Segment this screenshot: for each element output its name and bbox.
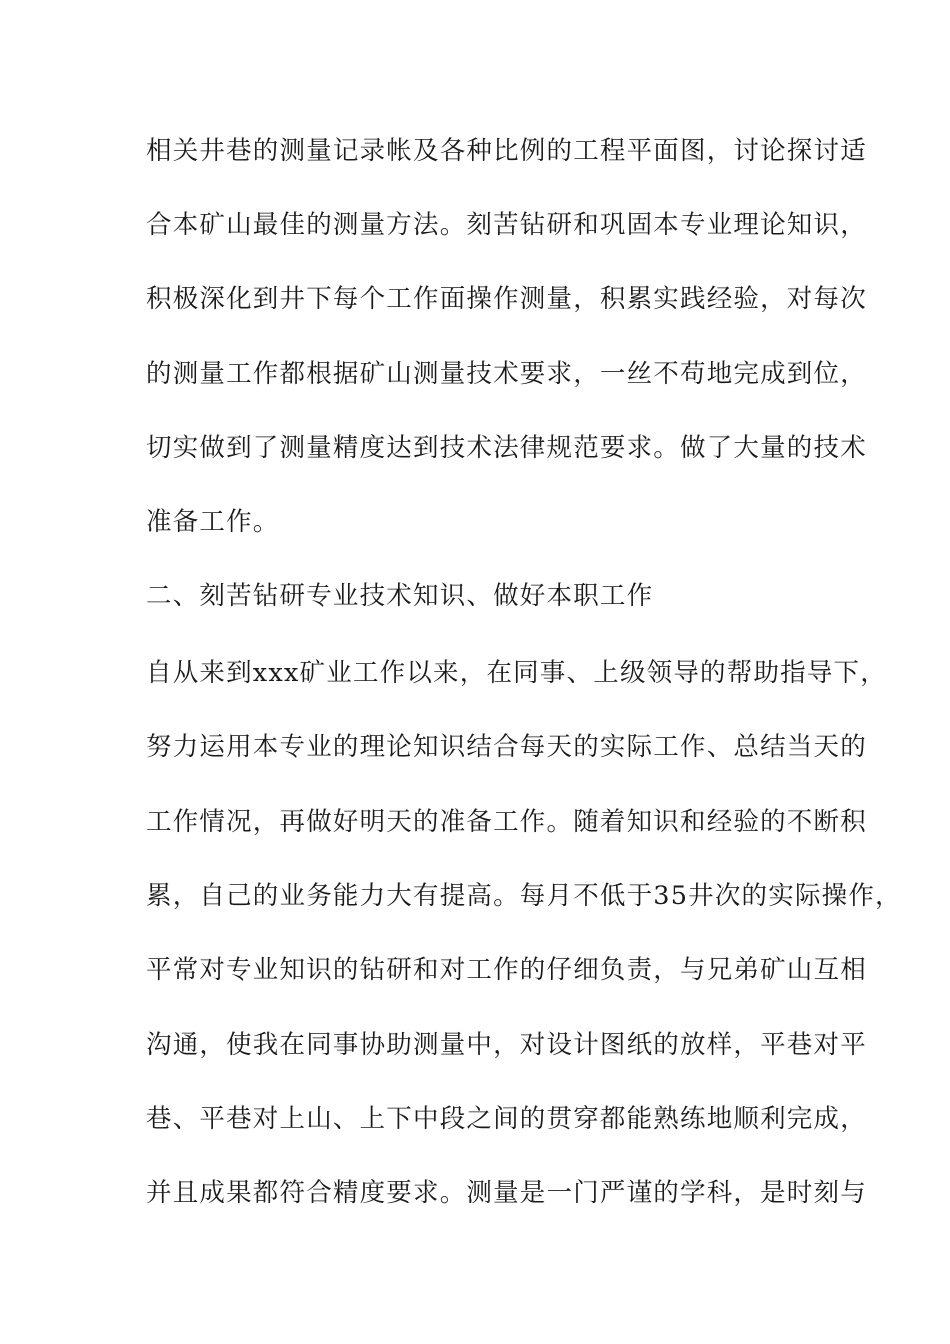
text-line: 自从来到xxx矿业工作以来，在同事、上级领导的帮助指导下，: [146, 658, 887, 688]
text-line: 积极深化到井下每个工作面操作测量，积累实践经验，对每次: [146, 284, 867, 314]
text-line: 准备工作。: [146, 507, 280, 537]
text-line: 切实做到了测量精度达到技术法律规范要求。做了大量的技术: [146, 433, 867, 463]
text-line: 合本矿山最佳的测量方法。刻苦钻研和巩固本专业理论知识，: [146, 210, 867, 240]
text-line: 努力运用本专业的理论知识结合每天的实际工作、总结当天的: [146, 732, 867, 762]
text-line: 并且成果都符合精度要求。测量是一门严谨的学科，是时刻与: [146, 1178, 867, 1208]
text-line: 累，自己的业务能力大有提高。每月不低于35井次的实际操作，: [146, 881, 902, 911]
text-line: 相关井巷的测量记录帐及各种比例的工程平面图，讨论探讨适: [146, 136, 867, 166]
text-line: 平常对专业知识的钻研和对工作的仔细负责，与兄弟矿山互相: [146, 955, 867, 985]
text-line: 工作情况，再做好明天的准备工作。随着知识和经验的不断积: [146, 807, 867, 837]
text-line: 沟通，使我在同事协助测量中，对设计图纸的放样，平巷对平: [146, 1030, 867, 1060]
text-line: 的测量工作都根据矿山测量技术要求，一丝不苟地完成到位，: [146, 359, 867, 389]
text-line: 巷、平巷对上山、上下中段之间的贯穿都能熟练地顺利完成，: [146, 1104, 867, 1134]
section-heading: 二、刻苦钻研专业技术知识、做好本职工作: [146, 581, 654, 611]
